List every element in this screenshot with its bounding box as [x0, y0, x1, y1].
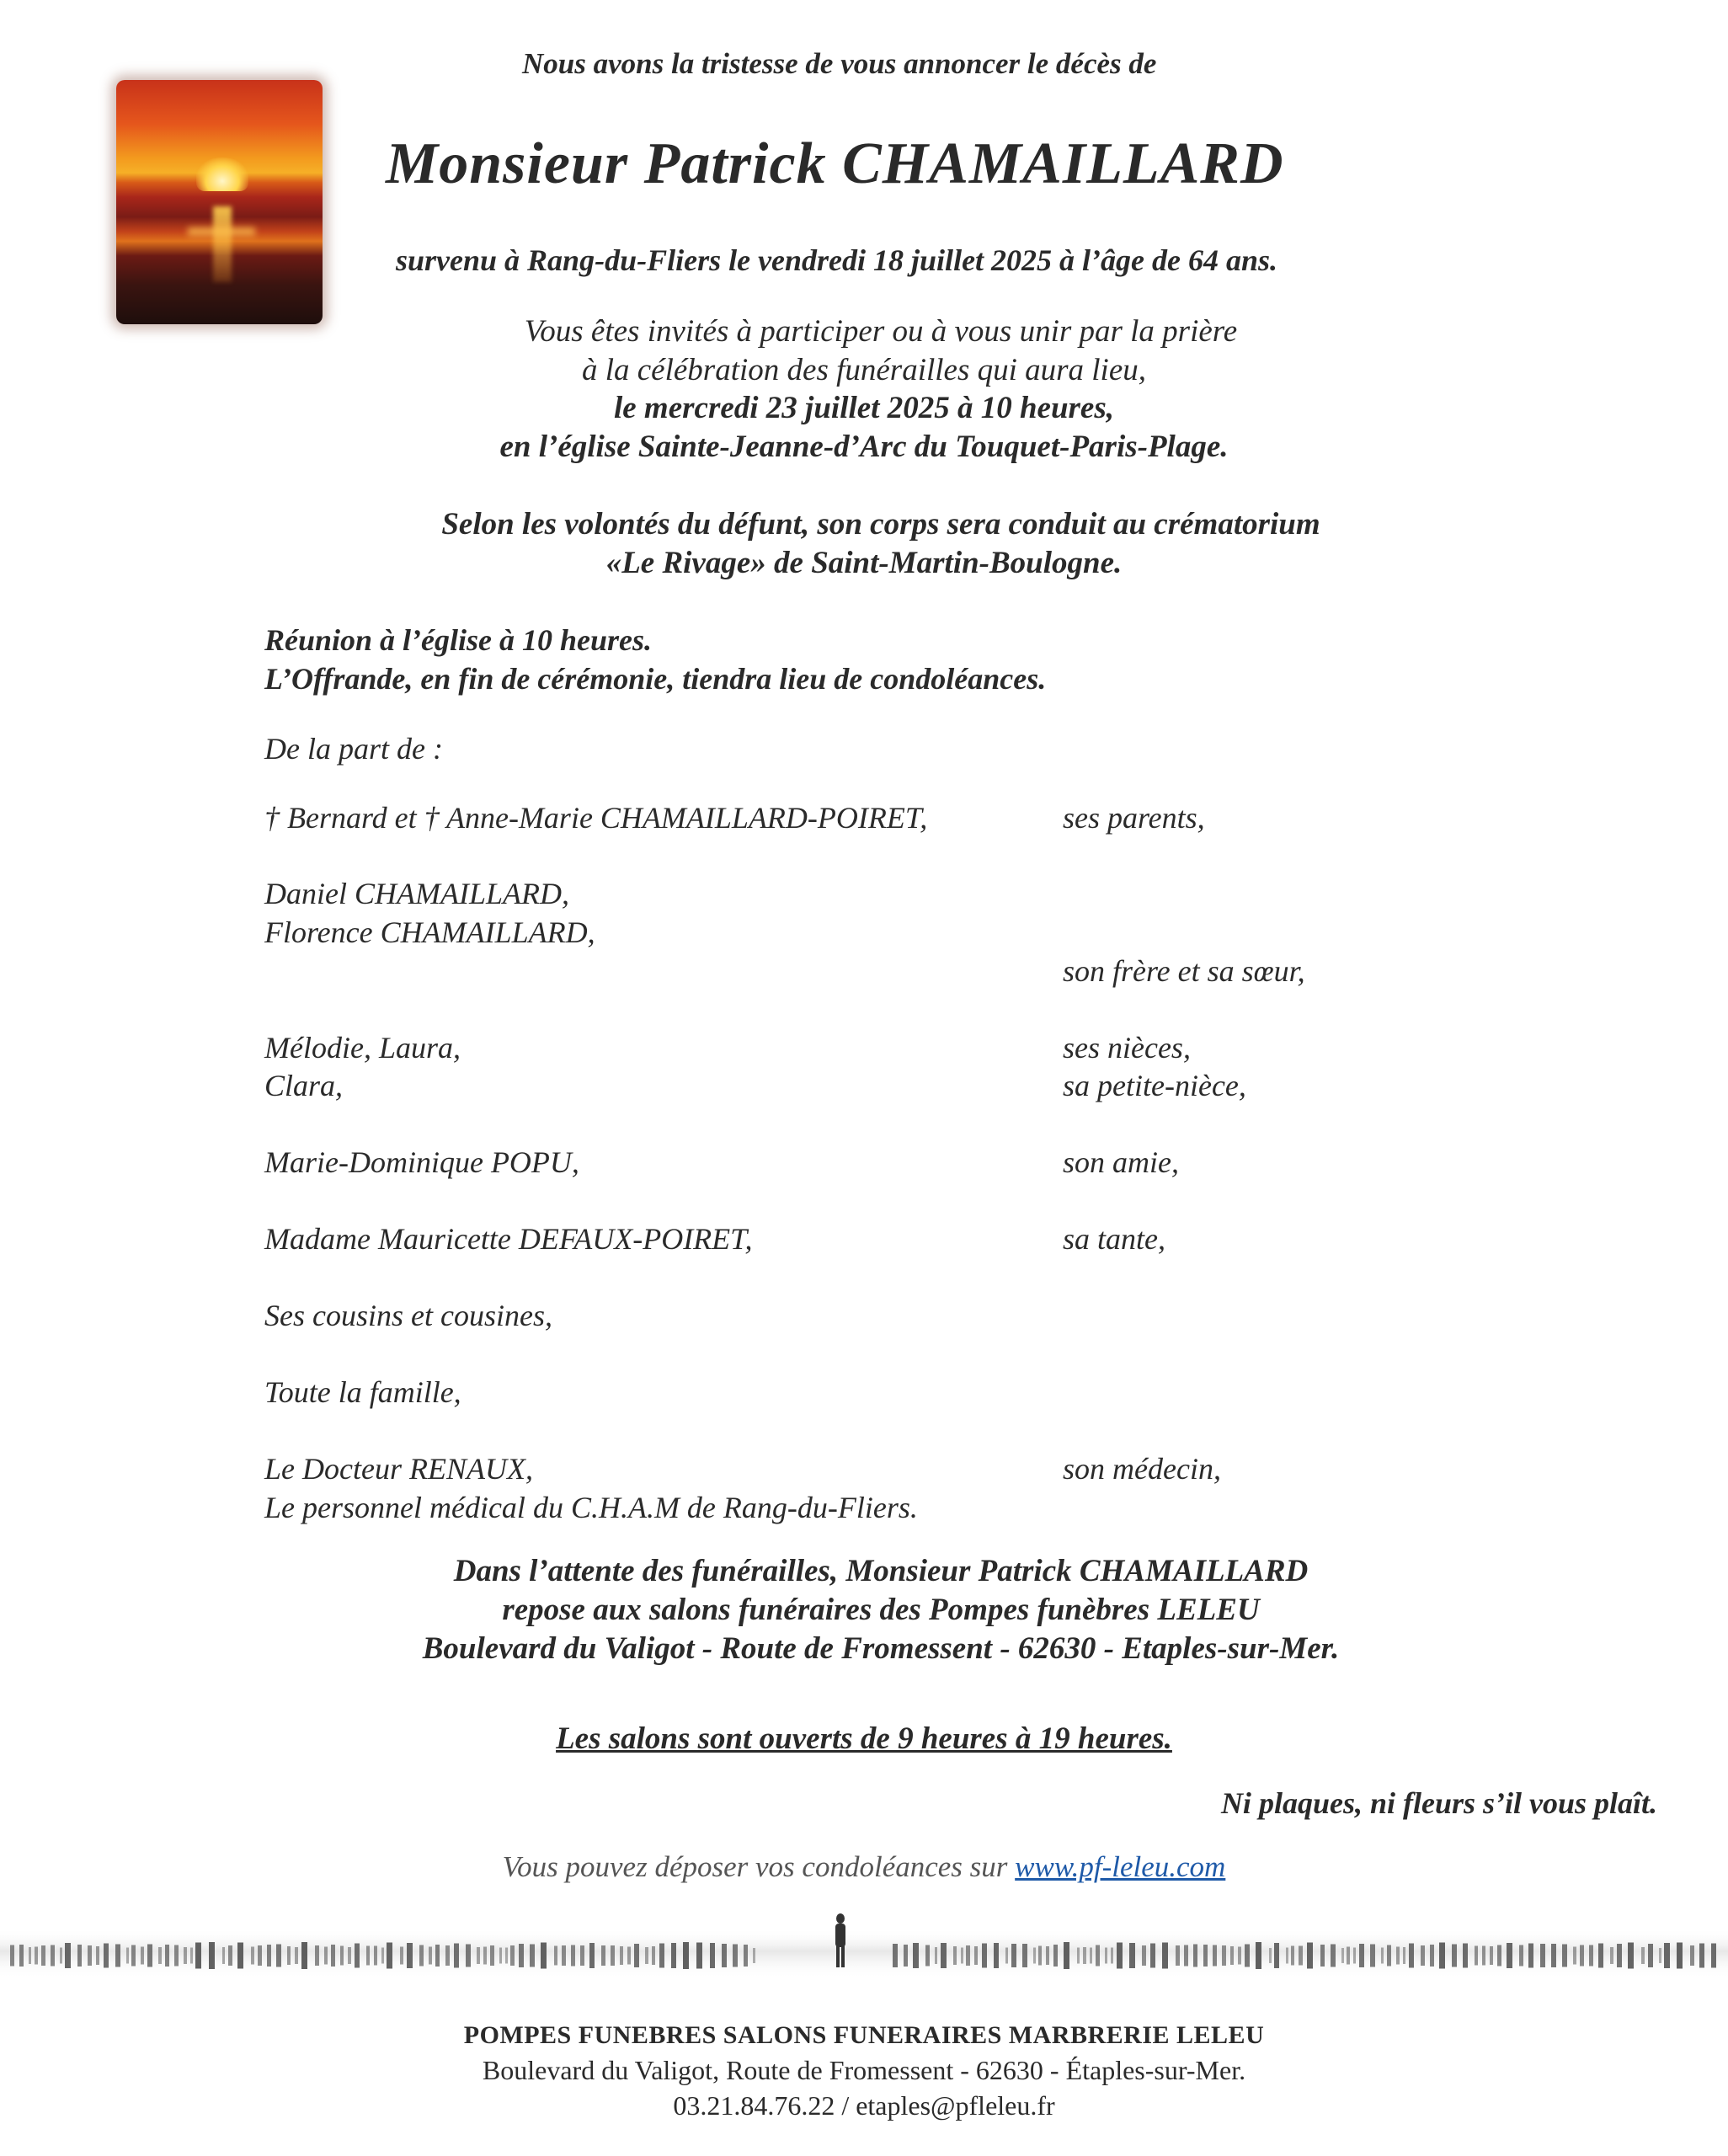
no-flowers-note: Ni plaques, ni fleurs s’il vous plaît. — [1220, 1786, 1657, 1820]
condolences-line — [0, 1850, 1728, 1884]
rest-address: Boulevard du Valigot - Route de Fromessent - 62630 - Etaples-sur-Mer. — [422, 1631, 1340, 1666]
footer-contact: 03.21.84.76.22 / etaples@pfleleu.fr — [673, 2090, 1055, 2121]
family-all: Toute la famille, — [264, 1375, 461, 1409]
family-intro: De la part de : — [264, 732, 443, 766]
condolences-text: Vous pouvez déposer vos condoléances sur — [502, 1850, 1008, 1883]
ceremony-line-1: Vous êtes invités à participer ou à vous unir par la prière — [524, 314, 1238, 349]
deceased-name: Monsieur Patrick CHAMAILLARD — [386, 131, 1284, 196]
family-friend-relation: son amie, — [1063, 1145, 1179, 1179]
family-sibling-2: Florence CHAMAILLARD, — [264, 915, 595, 949]
family-parents: † Bernard et † Anne-Marie CHAMAILLARD-POIRET, — [264, 801, 928, 835]
meeting-line-1: Réunion à l’église à 10 heures. — [264, 623, 653, 657]
meeting-line-2: L’Offrande, en fin de cérémonie, tiendra lieu de condoléances. — [264, 662, 1047, 696]
family-doctor: Le Docteur RENAUX, — [264, 1452, 533, 1486]
family-grandniece: Clara, — [264, 1069, 344, 1102]
family-aunt: Madame Mauricette DEFAUX-POIRET, — [264, 1222, 753, 1256]
family-nieces-relation: ses nièces, — [1063, 1031, 1191, 1065]
sunset-photo — [116, 80, 323, 324]
family-grandniece-relation: sa petite-nièce, — [1063, 1069, 1246, 1102]
death-line: survenu à Rang-du-Fliers le vendredi 18 juillet 2025 à l’âge de 64 ans. — [396, 243, 1278, 277]
family-nieces: Mélodie, Laura, — [264, 1031, 461, 1065]
website-link[interactable]: www.pf-leleu.com — [1015, 1850, 1226, 1883]
rest-line-2: repose aux salons funéraires des Pompes funèbres LELEU — [502, 1593, 1260, 1627]
family-sibling-1: Daniel CHAMAILLARD, — [264, 877, 569, 910]
opening-hours: Les salons sont ouverts de 9 heures à 19 heures. — [556, 1721, 1172, 1756]
ceremony-line-2: à la célébration des funérailles qui aura lieu, — [581, 353, 1147, 387]
beach-breakwater-image — [0, 1903, 1728, 2004]
cremation-line-1: Selon les volontés du défunt, son corps sera conduit au crématorium — [441, 507, 1320, 542]
family-friend: Marie-Dominique POPU, — [264, 1145, 579, 1179]
rest-line-1: Dans l’attente des funérailles, Monsieur Patrick CHAMAILLARD — [453, 1554, 1309, 1588]
cremation-line-2: «Le Rivage» de Saint-Martin-Boulogne. — [605, 546, 1123, 580]
footer-address: Boulevard du Valigot, Route de Fromessent - 62630 - Étaples-sur-Mer. — [482, 2055, 1246, 2085]
family-doctor-relation: son médecin, — [1063, 1452, 1221, 1486]
family-siblings-relation: son frère et sa sœur, — [1063, 954, 1305, 988]
family-medical-staff: Le personnel médical du C.H.A.M de Rang-du-Fliers. — [264, 1491, 918, 1524]
family-cousins: Ses cousins et cousines, — [264, 1299, 552, 1332]
family-parents-relation: ses parents, — [1063, 801, 1205, 835]
footer-company: POMPES FUNEBRES SALONS FUNERAIRES MARBRERIE LELEU — [463, 2021, 1265, 2049]
family-aunt-relation: sa tante, — [1063, 1222, 1165, 1256]
ceremony-date: le mercredi 23 juillet 2025 à 10 heures, — [613, 391, 1115, 425]
ceremony-place: en l’église Sainte-Jeanne-d’Arc du Touquet-Paris-Plage. — [499, 430, 1229, 464]
intro-text: Nous avons la tristesse de vous annoncer le décès de — [522, 47, 1157, 80]
